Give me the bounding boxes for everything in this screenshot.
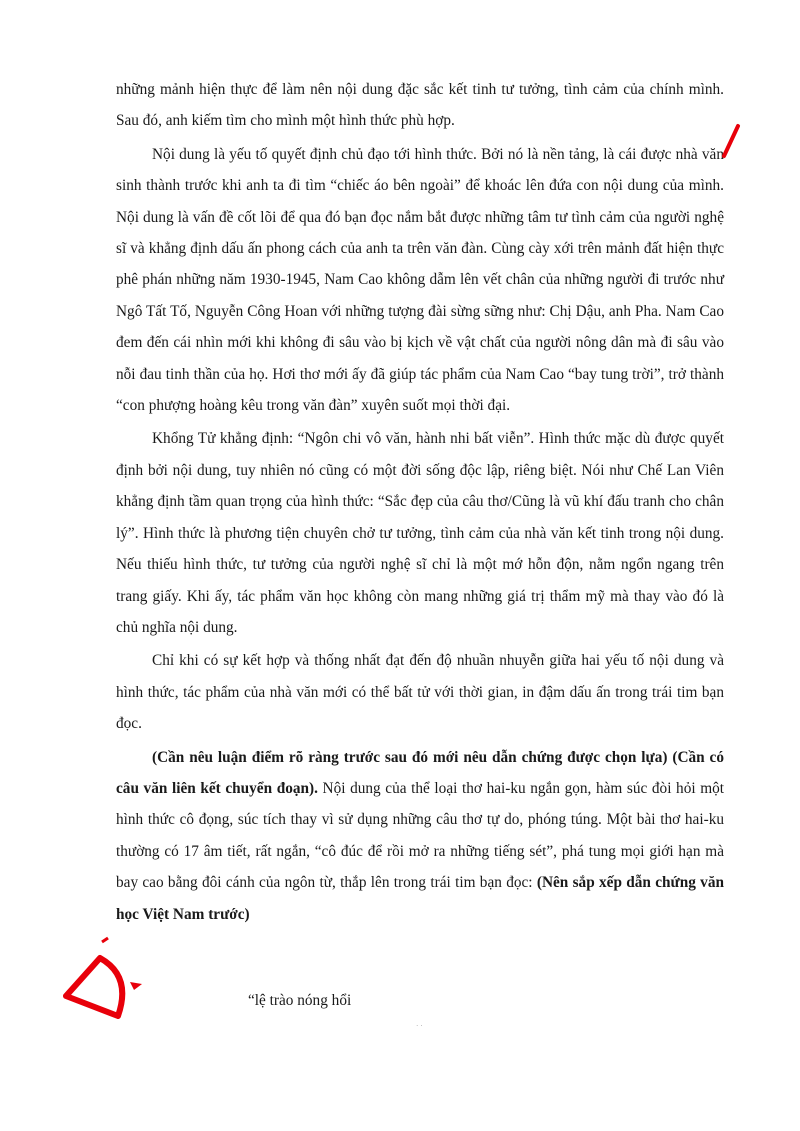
watermark-logo-icon	[60, 936, 150, 1036]
paragraph-1: Nội dung là yếu tố quyết định chủ đạo tới hình thức. Bởi nó là nền tảng, là cái được nhà văn sinh thành trước khi anh ta đi tìm “chiếc áo bên ngoài” để khoác lên đứa con nội dung của mình. Nội dung là vấn đề cốt lõi để qua đó bạn đọc nắm bắt được những tâm tư tình cảm của người nghệ sĩ và khẳng định dấu ấn phong cách của anh ta trên văn đàn. Cùng cày xới trên mảnh đất hiện thực phê phán những năm 1930-1945, Nam Cao không dẫm lên vết chân của những người đi trước như Ngô Tất Tố, Nguyễn Công Hoan với những tượng đài sừng sững như: Chị Dậu, anh Pha. Nam Cao đem đến cái nhìn mới khi không đi sâu vào bị kịch về vật chất của người nông dân mà đi sâu vào nỗi đau tinh thần của họ. Hơi thơ mới ấy đã giúp tác phẩm của Nam Cao “bay tung trời”, trở thành “con phượng hoàng kêu trong văn đàn” xuyên suốt mọi thời đại.	[116, 145, 724, 415]
paragraph-4	[116, 742, 724, 930]
faint-dots: ··	[416, 1022, 425, 1030]
paragraph-0: những mảnh hiện thực để làm nên nội dung đặc sắc kết tinh tư tưởng, tình cảm của chính mình. Sau đó, anh kiếm tìm cho mình một hình thức phù hợp.	[116, 81, 724, 130]
document-body	[116, 74, 724, 932]
editor-note-2: (Nên sắp xếp dẫn chứng văn học Việt Nam trước)	[116, 874, 724, 923]
editor-note-1: (Cần nêu luận điểm rõ ràng trước sau đó mới nêu dẫn chứng được chọn lựa) (Cần có câu văn liên kết chuyển đoạn).	[116, 748, 724, 797]
paragraph-3: Chỉ khi có sự kết hợp và thống nhất đạt đến độ nhuần nhuyễn giữa hai yếu tố nội dung và hình thức, tác phẩm của nhà văn mới có thể bất tử với thời gian, in đậm dấu ấn trong trái tim bạn đọc.	[116, 652, 724, 733]
red-slash-mark-icon	[720, 120, 744, 160]
poem-line: “lệ trào nóng hổi	[248, 992, 352, 1009]
paragraph-2: Khổng Tử khẳng định: “Ngôn chi vô văn, hành nhi bất viễn”. Hình thức mặc dù được quyết định bởi nội dung, tuy nhiên nó cũng có một đời sống độc lập, riêng biệt. Nói như Chế Lan Viên khẳng định tầm quan trọng của hình thức: “Sắc đẹp của câu thơ/Cũng là vũ khí đấu tranh cho chân lý”. Hình thức là phương tiện chuyên chở tư tưởng, tình cảm của nhà văn kết tinh trong nội dung. Nếu thiếu hình thức, tư tưởng của người nghệ sĩ chỉ là một mớ hỗn độn, nằm ngổn ngang trên trang giấy. Khi ấy, tác phẩm văn học không còn mang những giá trị thẩm mỹ mà thay vào đó là chủ nghĩa nội dung.	[116, 430, 724, 636]
paragraph-4-text: Nội dung của thể loại thơ hai-ku ngắn gọn, hàm súc đòi hỏi một hình thức cô đọng, súc tích thay vì sử dụng những câu thơ tự do, phóng túng. Một bài thơ hai-ku thường có 17 âm tiết, rất ngắn, “cô đúc để rồi mở ra những tiếng sét”, phá tung mọi giới hạn mà bay cao bằng đôi cánh của ngôn từ, thắp lên trong trái tim bạn đọc:	[116, 779, 724, 892]
